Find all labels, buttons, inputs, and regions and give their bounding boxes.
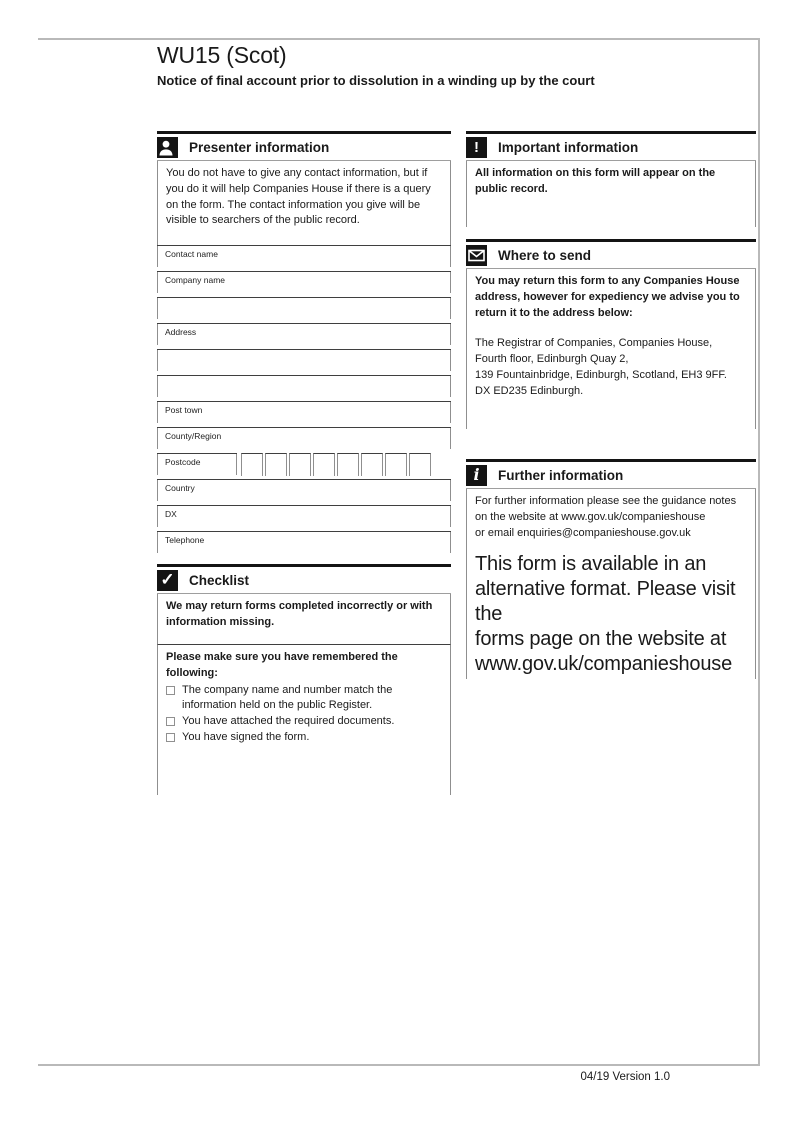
where-to-send-section [466, 239, 756, 429]
field-label: Post town [165, 405, 203, 415]
postcode-label-box [157, 453, 237, 479]
further-information-body [466, 489, 756, 679]
exclamation-icon: ! [466, 137, 487, 158]
field-label [157, 376, 451, 379]
checklist-section [157, 564, 451, 795]
section-title: Presenter information [189, 139, 330, 155]
field-label [157, 350, 451, 353]
address-line: DX ED235 Edinburgh. [475, 384, 584, 397]
field-label: Telephone [165, 535, 205, 545]
page-border-right [758, 38, 760, 1066]
address-line: Fourth floor, Edinburgh Quay 2, [475, 353, 629, 366]
where-to-send-intro: You may return this form to any Companies House address, however for expediency we advise you to return it to the address below: [475, 275, 740, 319]
field-label: Postcode [165, 457, 201, 467]
alt-format-line: This form is available in an [475, 553, 707, 576]
address-field-line2[interactable] [157, 349, 451, 375]
guidance-line: For further information please see the guidance notes [475, 495, 737, 507]
right-column [466, 131, 756, 679]
checklist-instruction: Please make sure you have remembered the following: [166, 651, 398, 679]
where-to-send-header [466, 239, 756, 269]
address-field-line3[interactable] [157, 375, 451, 401]
telephone-field[interactable] [157, 531, 451, 557]
field-label: Company name [165, 275, 226, 285]
postcode-box[interactable] [385, 453, 407, 476]
checklist-items-box [157, 644, 451, 795]
presenter-intro: You do not have to give any contact information, but if you do it will help Companies House if there is a query on the form. The contact information you give will be visible to searchers of the public record. [157, 161, 451, 245]
postcode-box[interactable] [265, 453, 287, 476]
person-icon [157, 137, 178, 158]
company-name-field-line2[interactable] [157, 297, 451, 323]
address-line: 139 Fountainbridge, Edinburgh, Scotland, EH3 9FF. [475, 368, 727, 381]
where-to-send-body [466, 269, 756, 429]
post-town-field[interactable] [157, 401, 451, 427]
page-border-top [38, 38, 760, 40]
presenter-information-section [157, 131, 451, 557]
postcode-box[interactable] [337, 453, 359, 476]
company-name-field[interactable] [157, 271, 451, 297]
address-line: The Registrar of Companies, Companies House, [475, 337, 713, 350]
alt-format-line: www.gov.uk/companieshouse [475, 653, 732, 676]
checkbox-icon[interactable] [166, 733, 175, 742]
version-footer: 04/19 Version 1.0 [580, 1071, 670, 1083]
section-title: Where to send [498, 247, 592, 263]
checklist-item [166, 714, 442, 730]
alternative-format-note [475, 552, 747, 677]
checklist-item-label: You have signed the form. [182, 730, 310, 743]
postcode-boxes [241, 453, 431, 476]
postcode-row [157, 453, 451, 479]
field-label: Country [165, 483, 195, 493]
checklist-items [166, 683, 442, 746]
left-column [157, 131, 451, 795]
postcode-box[interactable] [361, 453, 383, 476]
address-field[interactable] [157, 323, 451, 349]
return-address [475, 336, 747, 399]
country-field[interactable] [157, 479, 451, 505]
presenter-information-header [157, 131, 451, 161]
info-icon: i [466, 465, 487, 486]
contact-name-field[interactable] [157, 245, 451, 271]
county-region-field[interactable] [157, 427, 451, 453]
further-information-header [466, 459, 756, 489]
postcode-box[interactable] [409, 453, 431, 476]
important-information-section [466, 131, 756, 227]
checkmark-icon: ✓ [157, 570, 178, 591]
field-label: Address [165, 327, 197, 337]
field-label [157, 298, 451, 301]
postcode-box[interactable] [313, 453, 335, 476]
section-title: Important information [498, 139, 639, 155]
page-border-bottom [38, 1064, 760, 1066]
field-label: County/Region [165, 431, 222, 441]
form-title: WU15 (Scot) [157, 42, 287, 68]
guidance-line: on the website at www.gov.uk/companieshouse [475, 510, 706, 523]
envelope-icon [466, 245, 487, 266]
section-title: Checklist [189, 572, 250, 588]
alt-format-line: forms page on the website at [475, 628, 727, 651]
important-information-header [466, 131, 756, 161]
postcode-box[interactable] [289, 453, 311, 476]
guidance-line: or email enquiries@companieshouse.gov.uk [475, 526, 691, 539]
dx-field[interactable] [157, 505, 451, 531]
title-block [157, 42, 757, 88]
checklist-item-label: The company name and number match the information held on the public Register. [182, 683, 393, 712]
form-subtitle: Notice of final account prior to dissolution in a winding up by the court [157, 73, 595, 88]
field-label: DX [165, 509, 177, 519]
checklist-header [157, 564, 451, 594]
important-information-body: All information on this form will appear on the public record. [466, 161, 756, 227]
checklist-warning: We may return forms completed incorrectly or with information missing. [157, 594, 451, 644]
checklist-item [166, 730, 442, 746]
further-information-section [466, 459, 756, 679]
checklist-item [166, 683, 442, 715]
checkbox-icon[interactable] [166, 717, 175, 726]
postcode-box[interactable] [241, 453, 263, 476]
alt-format-line: alternative format. Please visit the [475, 578, 736, 626]
checkbox-icon[interactable] [166, 686, 175, 695]
field-label: Contact name [165, 249, 218, 259]
checklist-item-label: You have attached the required documents. [182, 715, 395, 728]
section-title: Further information [498, 467, 624, 483]
